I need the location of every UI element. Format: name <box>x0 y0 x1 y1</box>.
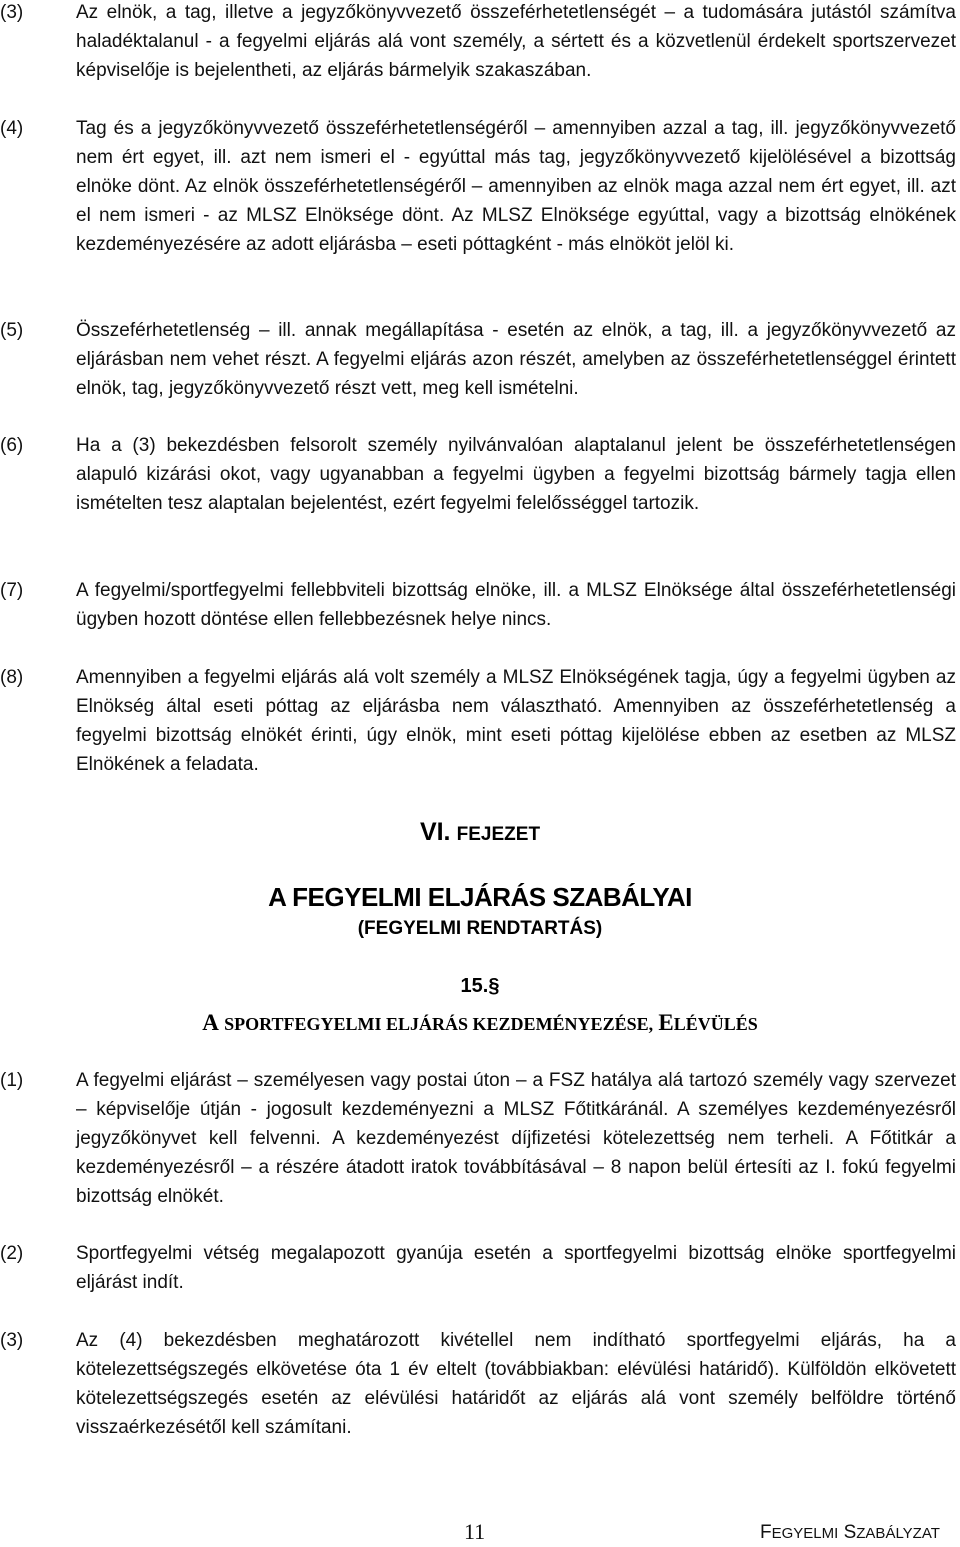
section-title <box>0 1010 960 1036</box>
paragraph-1 <box>0 1066 960 1211</box>
paragraph-text: Sportfegyelmi vétség megalapozott gyanúja esetén a sportfegyelmi bizottság elnöke sportfegyelmi eljárást indít. <box>76 1243 956 1293</box>
paragraph-text: Tag és a jegyzőkönyvvezető összeférhetetlenségéről – amennyiben azzal a tag, ill. jegyzőkönyvvezető nem ért egyet, ill. azt nem ismeri el - egyúttal más tag, jegyzőkönyvvezető kijelölésével a bizottság elnöke dönt. Az elnök összeférhetetlenségéről – amennyiben az elnök maga azzal nem ért egyet, ill. azt el nem ismeri - az MLSZ Elnöksége dönt. Az MLSZ Elnöksége egyúttal, vagy a bizottság elnökének kezdeményezésére az adott eljárásba – eseti póttagként - más elnököt jelöl ki. <box>76 118 956 255</box>
footer-title <box>760 1522 940 1544</box>
paragraph-6 <box>0 431 960 518</box>
paragraph-text: Amennyiben a fegyelmi eljárás alá volt személy a MLSZ Elnökségének tagja, úgy a fegyelmi ügyben az Elnökség által eseti póttag az eljárásba nem választható. Amennyiben az összeférhetetlenség a fegyelmi bizottság elnökét érinti, úgy elnök, mint eseti póttag kijelölése ebben az esetben az MLSZ Elnökének a feladata. <box>76 667 956 775</box>
section-title-initial: A <box>202 1010 219 1035</box>
paragraph-number: (8) <box>0 667 24 688</box>
paragraph-text: Ha a (3) bekezdésben felsorolt személy nyilvánvalóan alaptalanul jelent be összeférhetetlenségen alapuló kizárási okot, vagy ugyanabban a fegyelmi ügyben a fegyelmi bizottság bármely tagja ellen ismételten tesz alaptalan bejelentést, ezért fegyelmi felelősséggel tartozik. <box>76 435 956 514</box>
chapter-title: A FEGYELMI ELJÁRÁS SZABÁLYAI <box>268 882 692 912</box>
paragraph-number: (2) <box>0 1243 24 1264</box>
paragraph-7 <box>0 576 960 634</box>
section-number <box>0 975 960 998</box>
paragraph-text: Az (4) bekezdésben meghatározott kivétellel nem indítható sportfegyelmi eljárás, ha a kötelezettségszegés elkövetése óta 1 év eltelt (továbbiakban: elévülési határidő). Külföldön elkövetett kötelezettségszegés esetén az elévülési határidőt az eljárás alá vont személy belföldre történő visszaérkezésétől kell számítani. <box>76 1330 956 1438</box>
section-title-text: LÉVÜLÉS <box>673 1014 758 1034</box>
paragraph-3 <box>0 0 960 85</box>
paragraph-text: Az elnök, a tag, illetve a jegyzőkönyvvezető összeférhetetlenségét – a tudomására jutástól számítva haladéktalanul - a fegyelmi eljárás alá vont személy, a sértett és a közvetlenül érdekelt sportszervezet képviselője is bejelentheti, az eljárás bármelyik szakaszában. <box>76 2 956 81</box>
page-number: 11 <box>464 1519 486 1544</box>
footer-title-initial: S <box>843 1522 857 1543</box>
paragraph-number: (3) <box>0 2 24 23</box>
paragraph-number: (7) <box>0 580 24 601</box>
chapter-number <box>0 818 960 847</box>
chapter-roman-numeral: VI. <box>419 818 451 846</box>
footer-title-text: ZABÁLYZAT <box>856 1525 940 1542</box>
chapter-subtitle: (FEGYELMI RENDTARTÁS) <box>357 918 603 939</box>
paragraph-text: A fegyelmi eljárást – személyesen vagy postai úton – a FSZ hatálya alá tartozó személy vagy szervezet – képviselője útján - jogosult kezdeményezni a MLSZ Főtitkáránál. A személyes kezdeményezésről jegyzőkönyvet kell felvenni. A kezdeményezést díjfizetési kötelezettség nem terheli. A Főtitkár a kezdeményezésről – a részére átadott iratok továbbításával – 8 napon belül értesíti az I. fokú fegyelmi bizottság elnökét. <box>76 1070 956 1207</box>
paragraph-number: (1) <box>0 1070 24 1091</box>
paragraph-3-lower <box>0 1326 960 1442</box>
section-title-text: SPORTFEGYELMI ELJÁRÁS KEZDEMÉNYEZÉSE, <box>224 1014 654 1034</box>
footer-title-initial: F <box>760 1522 772 1543</box>
paragraph-sign-icon: § <box>488 975 500 997</box>
chapter-label: FEJEZET <box>456 824 541 845</box>
footer-title-text: EGYELMI <box>771 1525 839 1542</box>
paragraph-number: (6) <box>0 435 24 456</box>
paragraph-8 <box>0 663 960 779</box>
paragraph-number: (5) <box>0 320 24 341</box>
paragraph-4 <box>0 114 960 259</box>
paragraph-text: A fegyelmi/sportfegyelmi fellebbviteli bizottság elnöke, ill. a MLSZ Elnöksége által összeférhetetlenségi ügyben hozott döntése ellen fellebbezésnek helye nincs. <box>76 580 956 630</box>
paragraph-number: (4) <box>0 118 24 139</box>
section-number-value: 15. <box>460 975 489 997</box>
paragraph-5 <box>0 316 960 403</box>
section-title-initial: E <box>658 1010 674 1035</box>
paragraph-text: Összeférhetetlenség – ill. annak megállapítása - esetén az elnök, a tag, ill. a jegyzőkönyvvezető az eljárásban nem vehet részt. A fegyelmi eljárás azon részét, amelyben az összeférhetetlenséggel érintett elnök, tag, jegyzőkönyvvezető részt vett, meg kell ismételni. <box>76 320 956 399</box>
paragraph-2 <box>0 1239 960 1297</box>
paragraph-number: (3) <box>0 1330 24 1351</box>
